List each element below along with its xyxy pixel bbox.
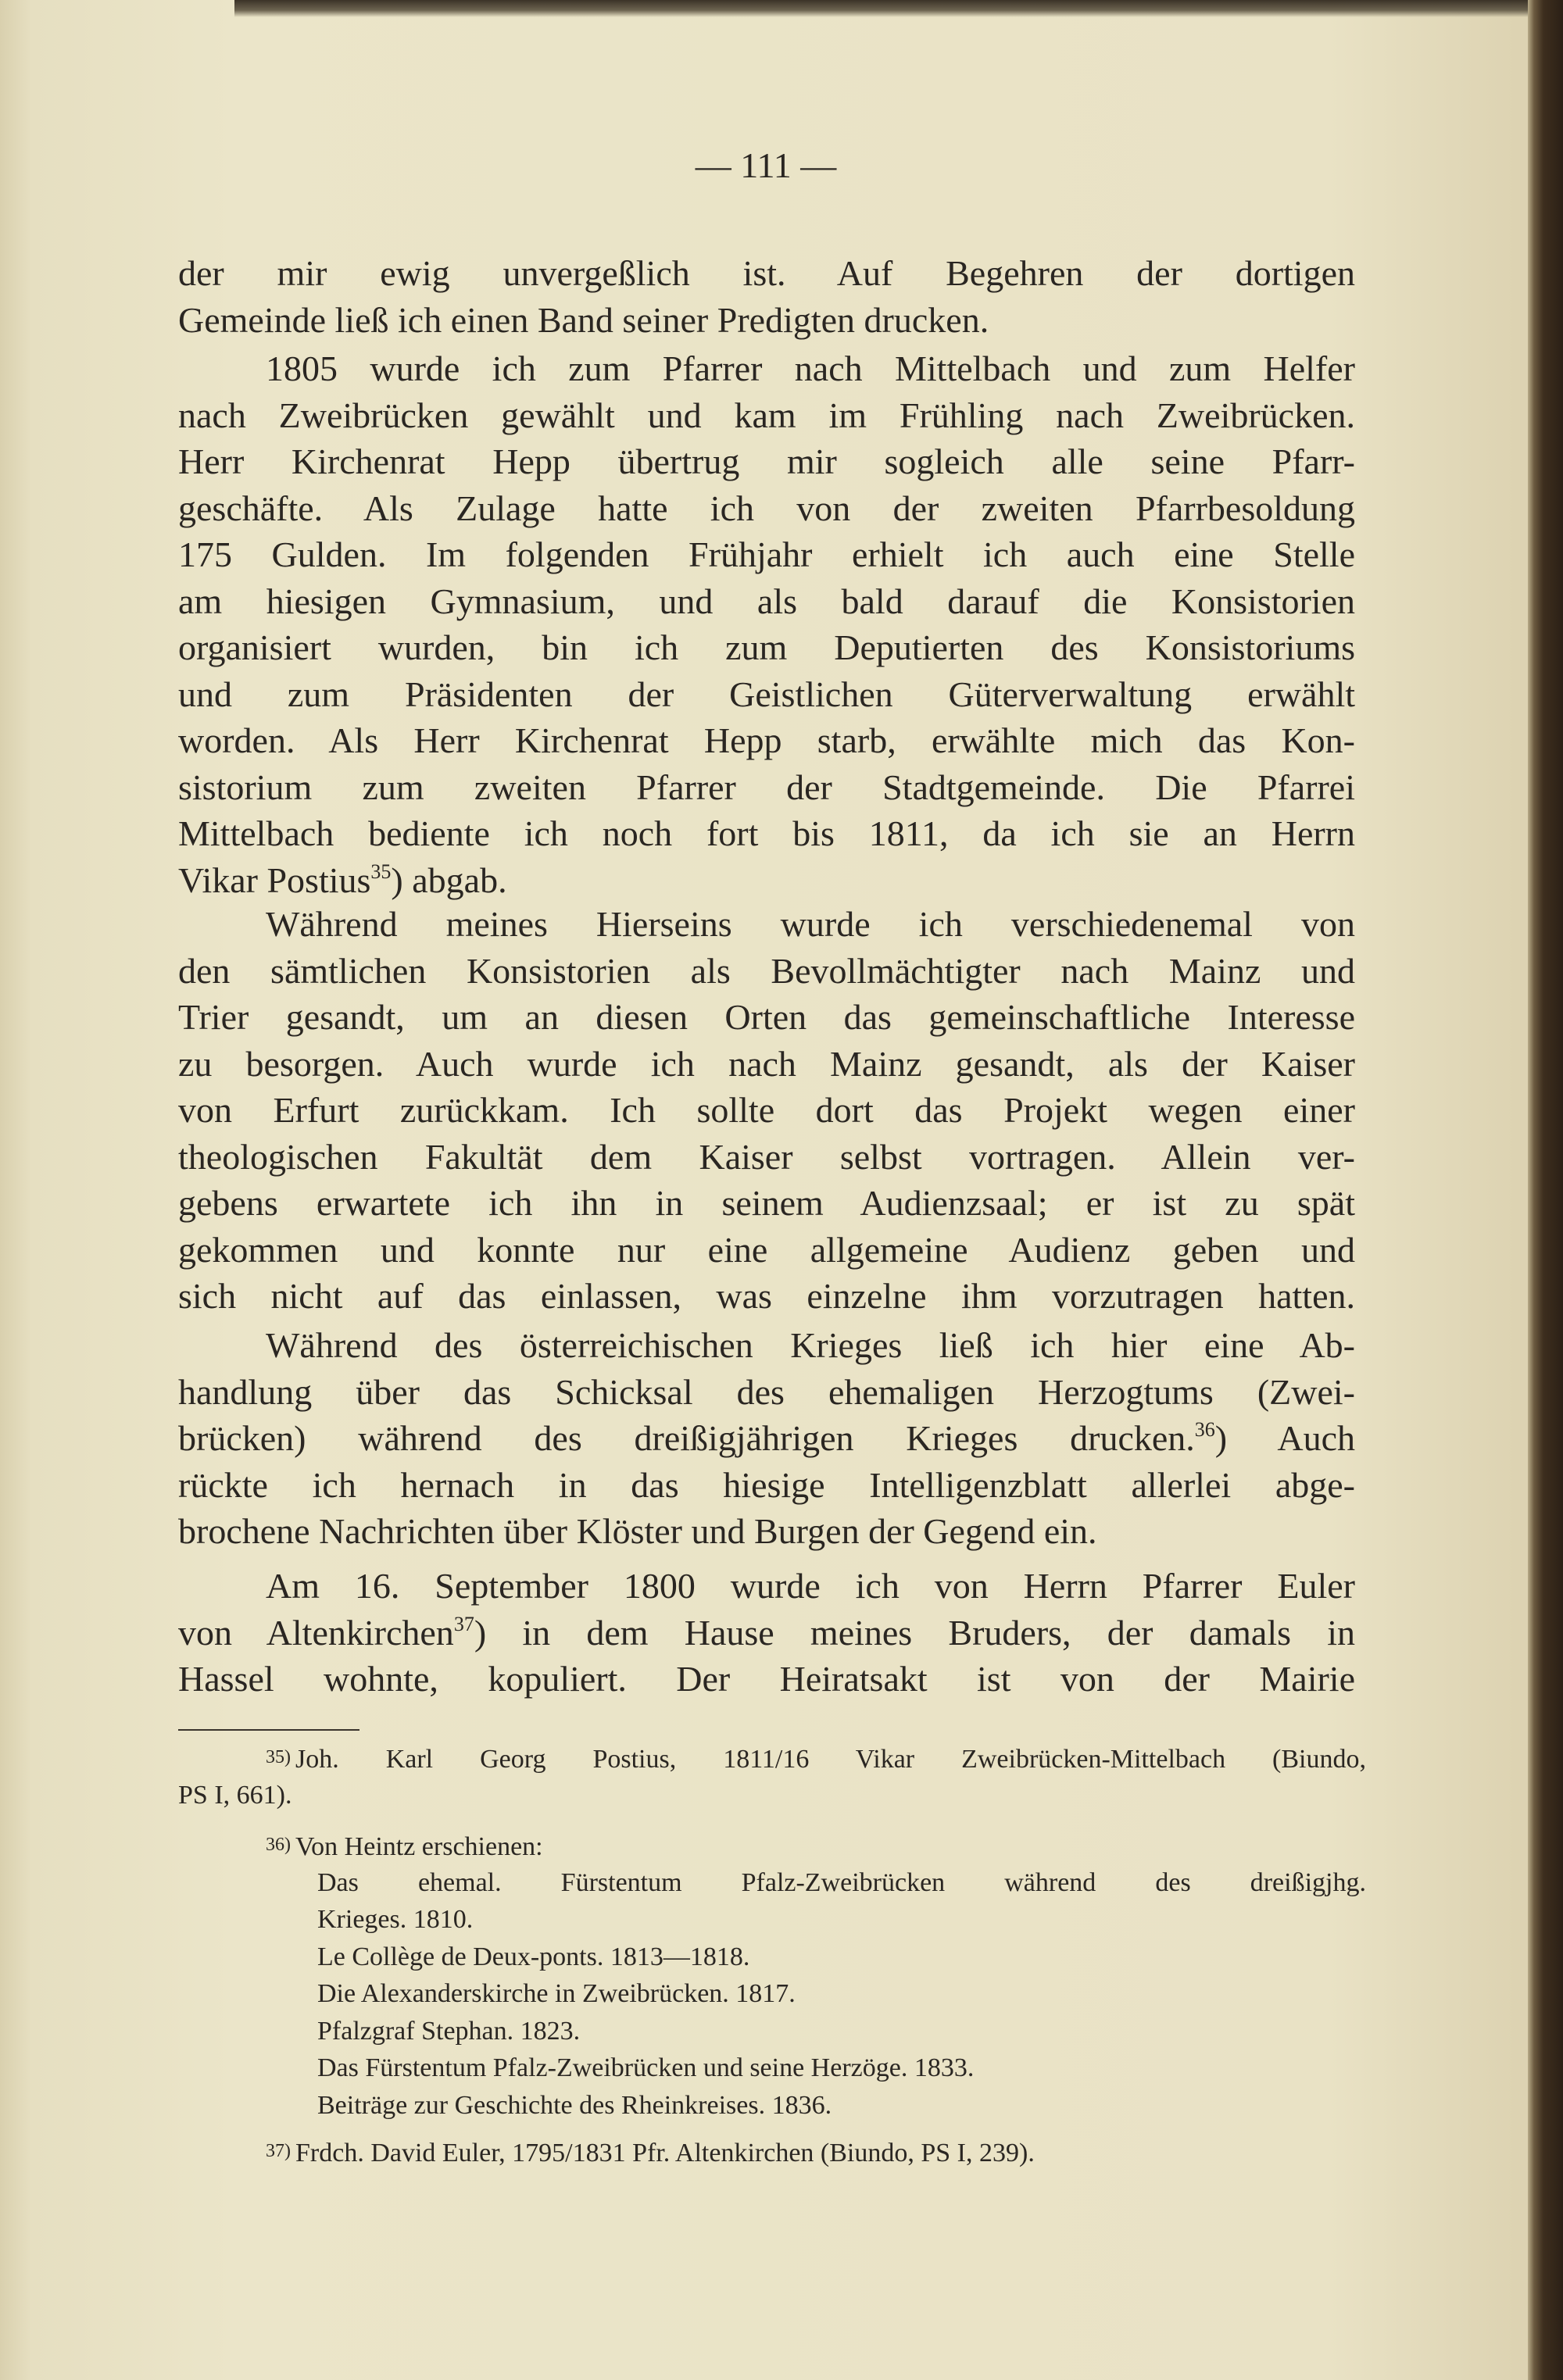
text-line: geschäfte. Als Zulage hatte ich von der zweiten Pfarrbesoldung bbox=[178, 488, 1355, 528]
text-line: brochene Nachrichten über Klöster und Burgen der Gegend ein. bbox=[178, 1511, 1097, 1551]
paragraph-5 bbox=[178, 1563, 1355, 1703]
text-line: Während meines Hierseins wurde ich verschiedenemal von bbox=[266, 904, 1355, 944]
text-line: Gemeinde ließ ich einen Band seiner Predigten drucken. bbox=[178, 299, 989, 340]
text-fragment: ) in dem Hause meines Bruders, der damals in bbox=[474, 1612, 1356, 1653]
text-line: gebens erwartete ich ihn in seinem Audienzsaal; er ist zu spät bbox=[178, 1183, 1355, 1223]
footnote-separator bbox=[178, 1729, 359, 1731]
footnote-line: PS I, 661). bbox=[178, 1780, 292, 1810]
footnote-text: Frdch. David Euler, 1795/1831 Pfr. Altenkirchen (Biundo, PS I, 239). bbox=[295, 2139, 1035, 2167]
text-line: organisiert wurden, bin ich zum Deputierten des Konsistoriums bbox=[178, 627, 1355, 667]
work-title: Pfalzgraf Stephan. 1823. bbox=[317, 2016, 581, 2046]
footnote-text: Von Heintz erschienen: bbox=[295, 1832, 543, 1861]
text-line: Herr Kirchenrat Hepp übertrug mir sogleich alle seine Pfarr- bbox=[178, 441, 1355, 481]
work-title: Die Alexanderskirche in Zweibrücken. 1817. bbox=[317, 1979, 796, 2008]
work-title: Das Fürstentum Pfalz-Zweibrücken und seine Herzöge. 1833. bbox=[317, 2053, 975, 2082]
footnote-line bbox=[178, 1739, 1366, 1777]
text-line: 175 Gulden. Im folgenden Frühjahr erhielt ich auch eine Stelle bbox=[178, 534, 1355, 574]
work-title: Krieges. 1810. bbox=[317, 1905, 474, 1934]
work-title: Beiträge zur Geschichte des Rheinkreises. 1836. bbox=[317, 2090, 832, 2120]
text-line: worden. Als Herr Kirchenrat Hepp starb, erwählte mich das Kon- bbox=[178, 720, 1355, 760]
text-line: 1805 wurde ich zum Pfarrer nach Mittelbach und zum Helfer bbox=[266, 348, 1355, 388]
page-number: — 111 — bbox=[695, 145, 837, 185]
text-line: am hiesigen Gymnasium, und als bald darauf die Konsistorien bbox=[178, 581, 1355, 621]
footnote-line bbox=[178, 2133, 1366, 2171]
paragraph-3 bbox=[178, 901, 1355, 1320]
work-title: Das ehemal. Fürstentum Pfalz-Zweibrücken während des dreißigjhg. bbox=[317, 1867, 1366, 1897]
page-top-edge bbox=[234, 0, 1532, 17]
text-line: Trier gesandt, um an diesen Orten das gemeinschaftliche Interesse bbox=[178, 997, 1355, 1037]
footnote-ref-37: 37 bbox=[453, 1612, 474, 1635]
text-line bbox=[178, 857, 1355, 904]
text-line: und zum Präsidenten der Geistlichen Güterverwaltung erwählt bbox=[178, 674, 1355, 714]
footnote-number: 35) bbox=[266, 1747, 291, 1767]
text-fragment: Vikar Postius bbox=[178, 859, 371, 900]
text-line: sich nicht auf das einlassen, was einzelne ihm vorzutragen hatten. bbox=[178, 1276, 1355, 1316]
text-line: nach Zweibrücken gewählt und kam im Frühling nach Zweibrücken. bbox=[178, 395, 1355, 435]
text-line: von Erfurt zurückkam. Ich sollte dort das Projekt wegen einer bbox=[178, 1090, 1355, 1130]
text-line: den sämtlichen Konsistorien als Bevollmächtigter nach Mainz und bbox=[178, 950, 1355, 991]
footnote-line bbox=[178, 1827, 1366, 1864]
text-line: Am 16. September 1800 wurde ich von Herrn Pfarrer Euler bbox=[266, 1566, 1355, 1606]
work-title: Le Collège de Deux-ponts. 1813—1818. bbox=[317, 1942, 750, 1971]
footnote-35 bbox=[178, 1739, 1366, 1814]
footnote-37 bbox=[178, 2133, 1366, 2171]
text-line: handlung über das Schicksal des ehemaligen Herzogtums (Zwei- bbox=[178, 1371, 1355, 1412]
text-line: Während des österreichischen Krieges ließ ich hier eine Ab- bbox=[266, 1325, 1355, 1365]
text-line bbox=[178, 1610, 1355, 1656]
text-fragment: ) abgab. bbox=[391, 859, 507, 900]
text-line: der mir ewig unvergeßlich ist. Auf Begehren der dortigen bbox=[178, 253, 1355, 293]
text-line: rückte ich hernach in das hiesige Intelligenzblatt allerlei abge- bbox=[178, 1464, 1355, 1505]
text-line: sistorium zum zweiten Pfarrer der Stadtgemeinde. Die Pfarrei bbox=[178, 767, 1355, 807]
text-line: Mittelbach bediente ich noch fort bis 1811, da ich sie an Herrn bbox=[178, 813, 1355, 853]
footnote-ref-35: 35 bbox=[370, 859, 392, 883]
text-line: Hassel wohnte, kopuliert. Der Heiratsakt ist von der Mairie bbox=[178, 1659, 1355, 1699]
text-fragment: brücken) während des dreißigjährigen Krieges drucken. bbox=[178, 1418, 1195, 1458]
text-fragment: ) Auch bbox=[1214, 1418, 1355, 1458]
footnote-ref-36: 36 bbox=[1194, 1418, 1215, 1441]
paragraph-4 bbox=[178, 1322, 1355, 1555]
text-fragment: von Altenkirchen bbox=[178, 1612, 454, 1653]
footnote-text: Joh. Karl Georg Postius, 1811/16 Vikar Zweibrücken-Mittelbach (Biundo, bbox=[295, 1745, 1366, 1774]
text-line: theologischen Fakultät dem Kaiser selbst vortragen. Allein ver- bbox=[178, 1136, 1355, 1177]
book-binding-edge bbox=[1528, 0, 1563, 2380]
text-line bbox=[178, 1415, 1355, 1462]
text-line: gekommen und konnte nur eine allgemeine Audienz geben und bbox=[178, 1229, 1355, 1270]
footnote-number: 37) bbox=[266, 2141, 291, 2161]
text-line: zu besorgen. Auch wurde ich nach Mainz gesandt, als der Kaiser bbox=[178, 1043, 1355, 1084]
paragraph-2 bbox=[178, 345, 1355, 903]
footnote-36 bbox=[178, 1827, 1366, 2124]
footnote-number: 36) bbox=[266, 1835, 291, 1855]
paragraph-1 bbox=[178, 250, 1355, 343]
